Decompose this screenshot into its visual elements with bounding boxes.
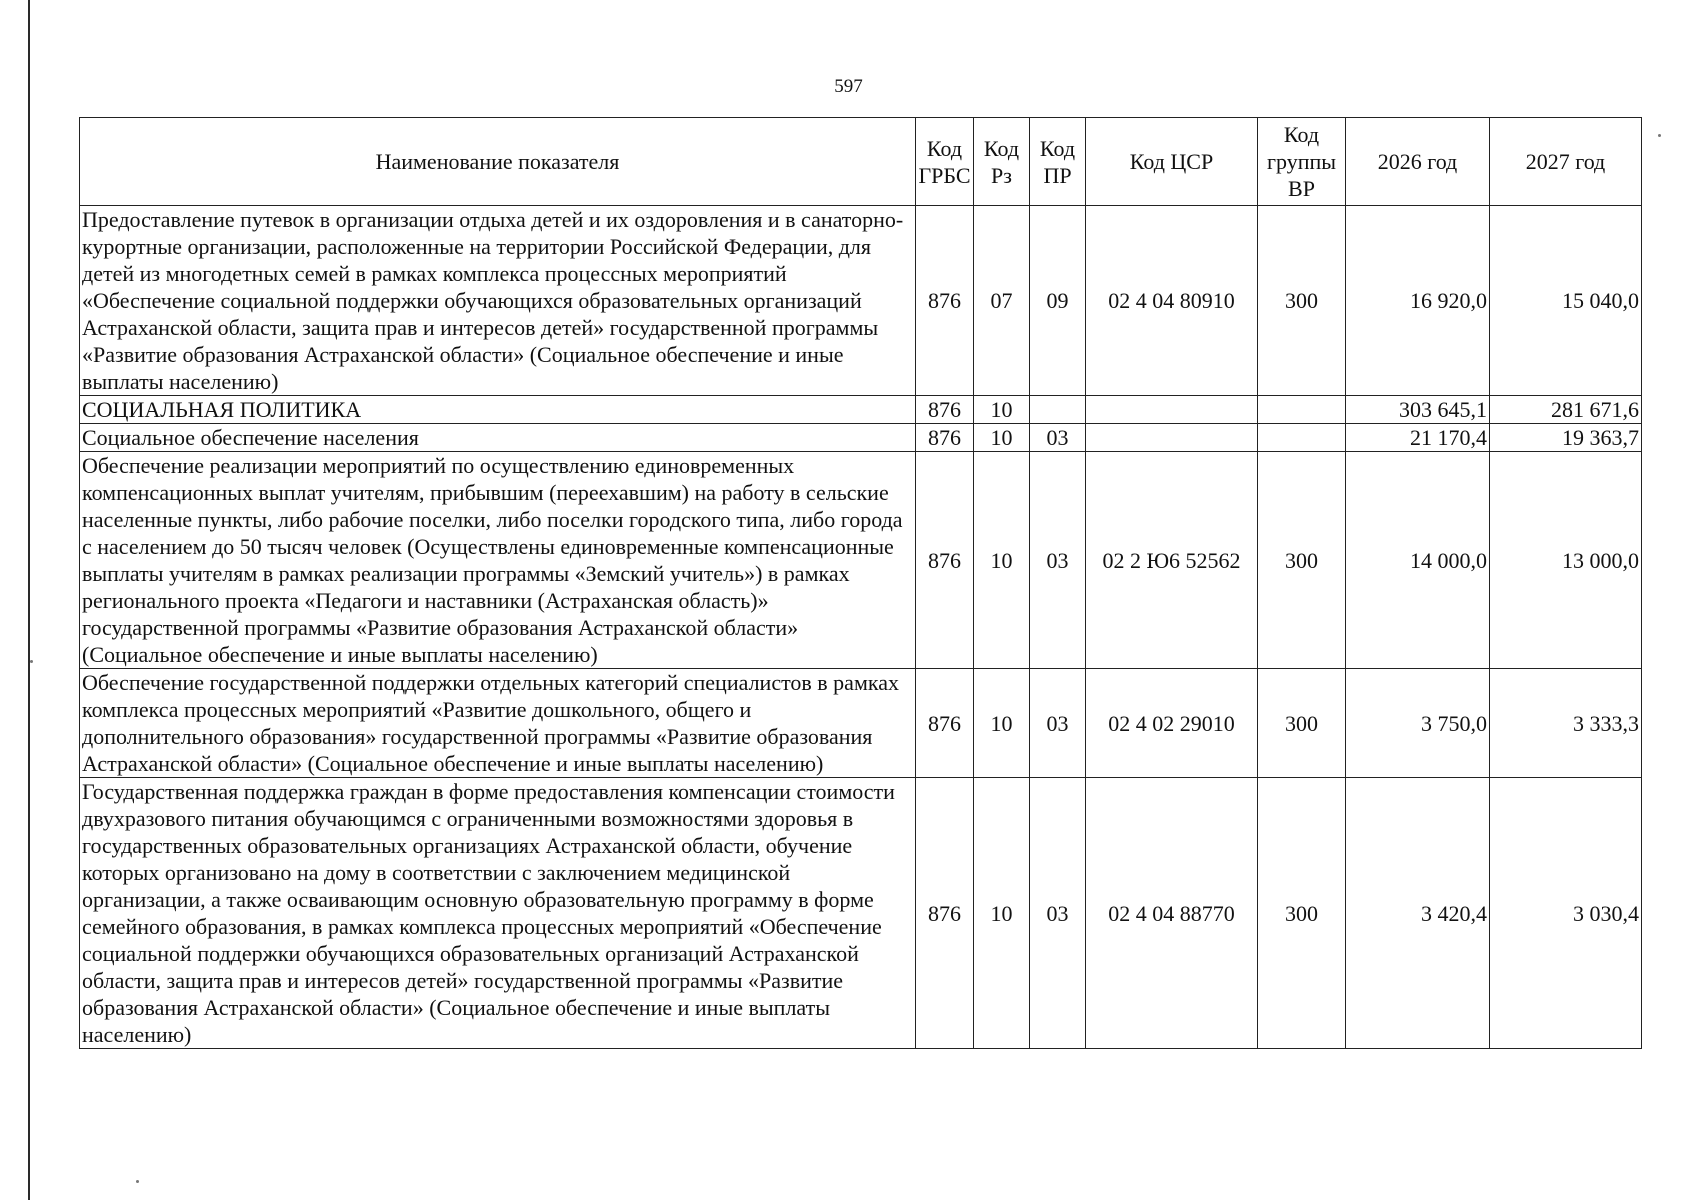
scan-speck xyxy=(136,1180,139,1183)
row-2027: 3 030,4 xyxy=(1490,778,1642,1049)
scan-speck xyxy=(1658,134,1661,137)
row-vr: 300 xyxy=(1258,206,1346,396)
row-2026: 3 420,4 xyxy=(1346,778,1490,1049)
row-csr xyxy=(1086,424,1258,452)
header-grbs: Код ГРБС xyxy=(916,118,974,206)
page-number: 597 xyxy=(834,76,863,97)
row-vr xyxy=(1258,396,1346,424)
row-pr: 03 xyxy=(1030,669,1086,778)
row-rz: 10 xyxy=(974,669,1030,778)
row-name: Государственная поддержка граждан в форме предоставления компенсации стоимости двухразового питания обучающимся с ограниченными возможностями здоровья в государственных образовательных организациях Астраханской области, обучение которых организовано на дому в соответствии с заключением медицинской организации, а также осваивающим основную образовательную программу в форме семейного образования, в рамках комплекса процессных мероприятий «Обеспечение социальной поддержки обучающихся образовательных организаций Астраханской области, защита прав и интересов детей» государственной программы «Развитие образования Астраханской области» (Социальное обеспечение и иные выплаты населению) xyxy=(80,778,916,1049)
table-row xyxy=(80,396,1642,424)
header-csr: Код ЦСР xyxy=(1086,118,1258,206)
header-2027: 2027 год xyxy=(1490,118,1642,206)
row-2027: 281 671,6 xyxy=(1490,396,1642,424)
row-rz: 10 xyxy=(974,424,1030,452)
row-2026: 303 645,1 xyxy=(1346,396,1490,424)
row-2027: 19 363,7 xyxy=(1490,424,1642,452)
row-pr: 03 xyxy=(1030,424,1086,452)
header-vr: Код группы ВР xyxy=(1258,118,1346,206)
left-margin-line xyxy=(28,0,30,1200)
table-row xyxy=(80,206,1642,396)
row-grbs: 876 xyxy=(916,396,974,424)
row-csr xyxy=(1086,396,1258,424)
row-grbs: 876 xyxy=(916,424,974,452)
table-row xyxy=(80,778,1642,1049)
row-2026: 16 920,0 xyxy=(1346,206,1490,396)
row-vr xyxy=(1258,424,1346,452)
row-pr: 03 xyxy=(1030,452,1086,669)
row-pr: 09 xyxy=(1030,206,1086,396)
row-name: Обеспечение реализации мероприятий по осуществлению единовременных компенсационных выплат учителям, прибывшим (переехавшим) на работу в сельские населенные пункты, либо рабочие поселки, либо поселки городского типа, либо города с населением до 50 тысяч человек (Осуществлены единовременные компенсационные выплаты учителям в рамках реализации программы «Земский учитель») в рамках регионального проекта «Педагоги и наставники (Астраханская область)» государственной программы «Развитие образования Астраханской области» (Социальное обеспечение и иные выплаты населению) xyxy=(80,452,916,669)
budget-table xyxy=(79,117,1642,1049)
header-pr: Код ПР xyxy=(1030,118,1086,206)
row-rz: 07 xyxy=(974,206,1030,396)
row-2027: 3 333,3 xyxy=(1490,669,1642,778)
table-row xyxy=(80,452,1642,669)
row-rz: 10 xyxy=(974,778,1030,1049)
row-rz: 10 xyxy=(974,396,1030,424)
row-name: Предоставление путевок в организации отдыха детей и их оздоровления и в санаторно-курортные организации, расположенные на территории Российской Федерации, для детей из многодетных семей в рамках комплекса процессных мероприятий «Обеспечение социальной поддержки обучающихся образовательных организаций Астраханской области, защита прав и интересов детей» государственной программы «Развитие образования Астраханской области» (Социальное обеспечение и иные выплаты населению) xyxy=(80,206,916,396)
table-header-row xyxy=(80,118,1642,206)
row-vr: 300 xyxy=(1258,452,1346,669)
row-csr: 02 4 04 80910 xyxy=(1086,206,1258,396)
row-csr: 02 4 02 29010 xyxy=(1086,669,1258,778)
row-csr: 02 4 04 88770 xyxy=(1086,778,1258,1049)
row-2026: 3 750,0 xyxy=(1346,669,1490,778)
row-grbs: 876 xyxy=(916,452,974,669)
row-2027: 15 040,0 xyxy=(1490,206,1642,396)
row-csr: 02 2 Ю6 52562 xyxy=(1086,452,1258,669)
row-grbs: 876 xyxy=(916,778,974,1049)
row-pr: 03 xyxy=(1030,778,1086,1049)
row-grbs: 876 xyxy=(916,206,974,396)
table-row xyxy=(80,669,1642,778)
row-name: СОЦИАЛЬНАЯ ПОЛИТИКА xyxy=(80,396,916,424)
row-2026: 21 170,4 xyxy=(1346,424,1490,452)
header-name: Наименование показателя xyxy=(80,118,916,206)
row-name: Обеспечение государственной поддержки отдельных категорий специалистов в рамках комплекса процессных мероприятий «Развитие дошкольного, общего и дополнительного образования» государственной программы «Развитие образования Астраханской области» (Социальное обеспечение и иные выплаты населению) xyxy=(80,669,916,778)
row-2026: 14 000,0 xyxy=(1346,452,1490,669)
row-grbs: 876 xyxy=(916,669,974,778)
scan-speck xyxy=(30,660,33,663)
table-row xyxy=(80,424,1642,452)
row-2027: 13 000,0 xyxy=(1490,452,1642,669)
row-pr xyxy=(1030,396,1086,424)
row-vr: 300 xyxy=(1258,669,1346,778)
row-name: Социальное обеспечение населения xyxy=(80,424,916,452)
header-2026: 2026 год xyxy=(1346,118,1490,206)
row-rz: 10 xyxy=(974,452,1030,669)
header-rz: Код Рз xyxy=(974,118,1030,206)
row-vr: 300 xyxy=(1258,778,1346,1049)
